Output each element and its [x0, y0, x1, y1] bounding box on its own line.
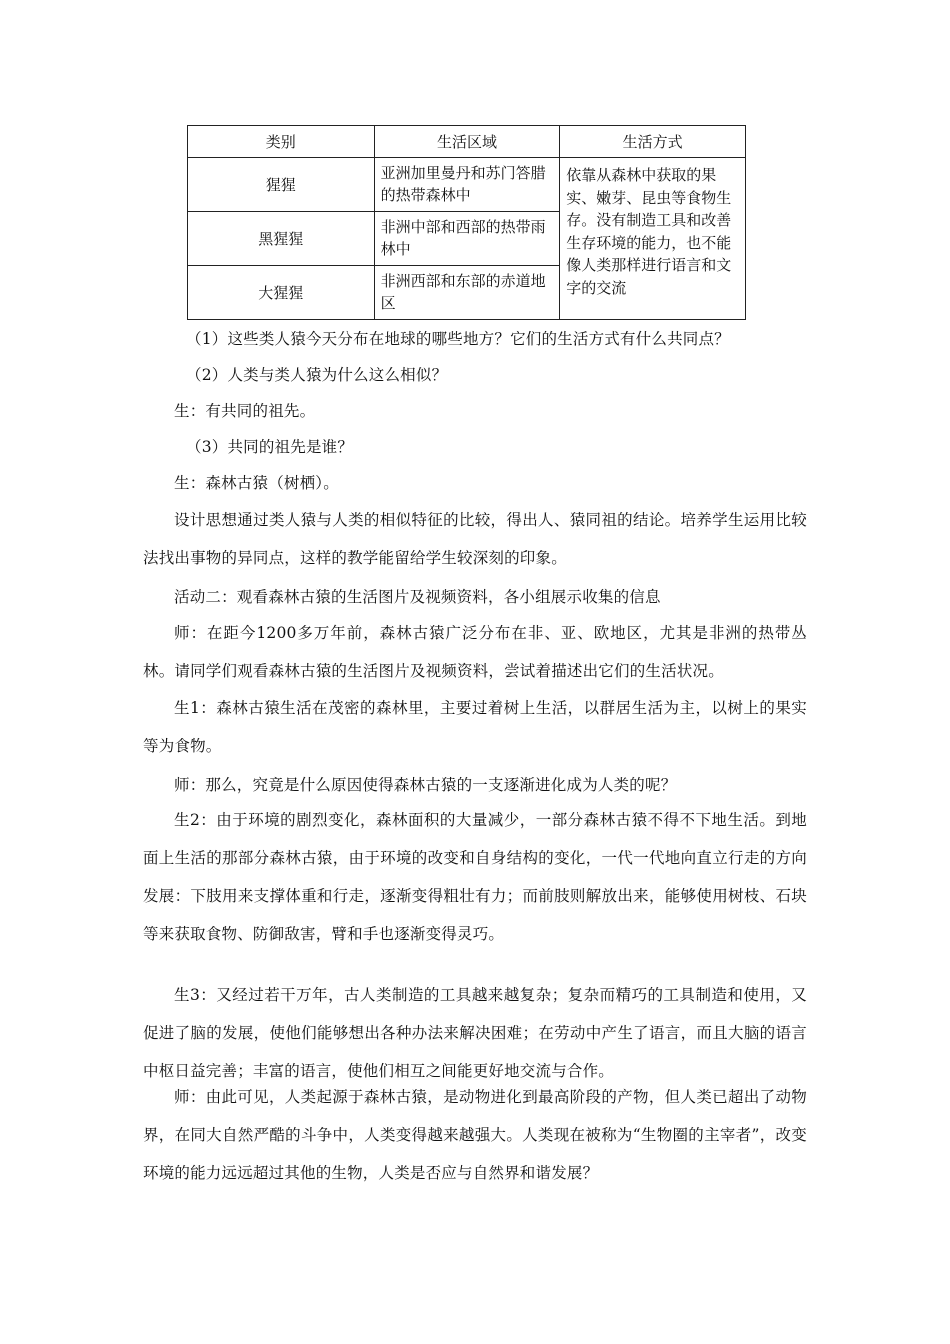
answer-1: 生：有共同的祖先。 — [174, 402, 316, 420]
ape-comparison-table — [187, 125, 746, 320]
question-1: （1）这些类人猿今天分布在地球的哪些地方？它们的生活方式有什么共同点？ — [186, 330, 730, 348]
design-thought-paragraph: 设计思想通过类人猿与人类的相似特征的比较，得出人、猿同祖的结论。培养学生运用比较法找出事物的异同点，这样的教学能留给学生较深刻的印象。 — [143, 511, 807, 567]
lifestyle-cell: 依靠从森林中获取的果实、嫩芽、昆虫等食物生存。没有制造工具和改善生存环境的能力，也不能像人类那样进行语言和文字的交流 — [560, 158, 746, 320]
region-cell: 亚洲加里曼丹和苏门答腊的热带森林中 — [374, 158, 560, 212]
teacher-paragraph-1: 师：在距今1200多万年前，森林古猿广泛分布在非、亚、欧地区，尤其是非洲的热带丛林。请同学们观看森林古猿的生活图片及视频资料，尝试着描述出它们的生活状况。 — [143, 624, 807, 680]
activity-2-heading: 活动二：观看森林古猿的生活图片及视频资料，各小组展示收集的信息 — [174, 588, 661, 606]
question-3: （3）共同的祖先是谁？ — [186, 438, 354, 456]
region-cell: 非洲西部和东部的赤道地区 — [374, 266, 560, 320]
header-lifestyle: 生活方式 — [560, 126, 746, 158]
header-region: 生活区域 — [374, 126, 560, 158]
student-1-paragraph: 生1：森林古猿生活在茂密的森林里，主要过着树上生活，以群居生活为主，以树上的果实等为食物。 — [143, 699, 807, 755]
student-2-paragraph: 生2：由于环境的剧烈变化，森林面积的大量减少，一部分森林古猿不得不下地生活。到地面上生活的那部分森林古猿，由于环境的改变和自身结构的变化，一代一代地向直立行走的方向发展：下肢用来支撑体重和行走，逐渐变得粗壮有力；而前肢则解放出来，能够使用树枝、石块等来获取食物、防御敌害，臂和手也逐渐变得灵巧。 — [143, 811, 807, 943]
teacher-conclusion-paragraph: 师：由此可见，人类起源于森林古猿，是动物进化到最高阶段的产物，但人类已超出了动物界，在同大自然严酷的斗争中，人类变得越来越强大。人类现在被称为“生物圈的主宰者”，改变环境的能力远远超过其他的生物，人类是否应与自然界和谐发展？ — [143, 1088, 807, 1182]
teacher-paragraph-2: 师：那么，究竟是什么原因使得森林古猿的一支逐渐进化成为人类的呢？ — [174, 776, 677, 794]
header-category: 类别 — [188, 126, 375, 158]
student-3-paragraph: 生3：又经过若干万年，古人类制造的工具越来越复杂；复杂而精巧的工具制造和使用，又促进了脑的发展，使他们能够想出各种办法来解决困难；在劳动中产生了语言，而且大脑的语言中枢日益完善；丰富的语言，使他们相互之间能更好地交流与合作。 — [143, 986, 807, 1080]
table-header-row — [188, 126, 746, 158]
region-cell: 非洲中部和西部的热带雨林中 — [374, 212, 560, 266]
category-cell: 猩猩 — [188, 158, 375, 212]
category-cell: 黑猩猩 — [188, 212, 375, 266]
answer-2: 生：森林古猿（树栖）。 — [174, 474, 339, 492]
question-2: （2）人类与类人猿为什么这么相似？ — [186, 366, 448, 384]
category-cell: 大猩猩 — [188, 266, 375, 320]
table-row — [188, 158, 746, 212]
